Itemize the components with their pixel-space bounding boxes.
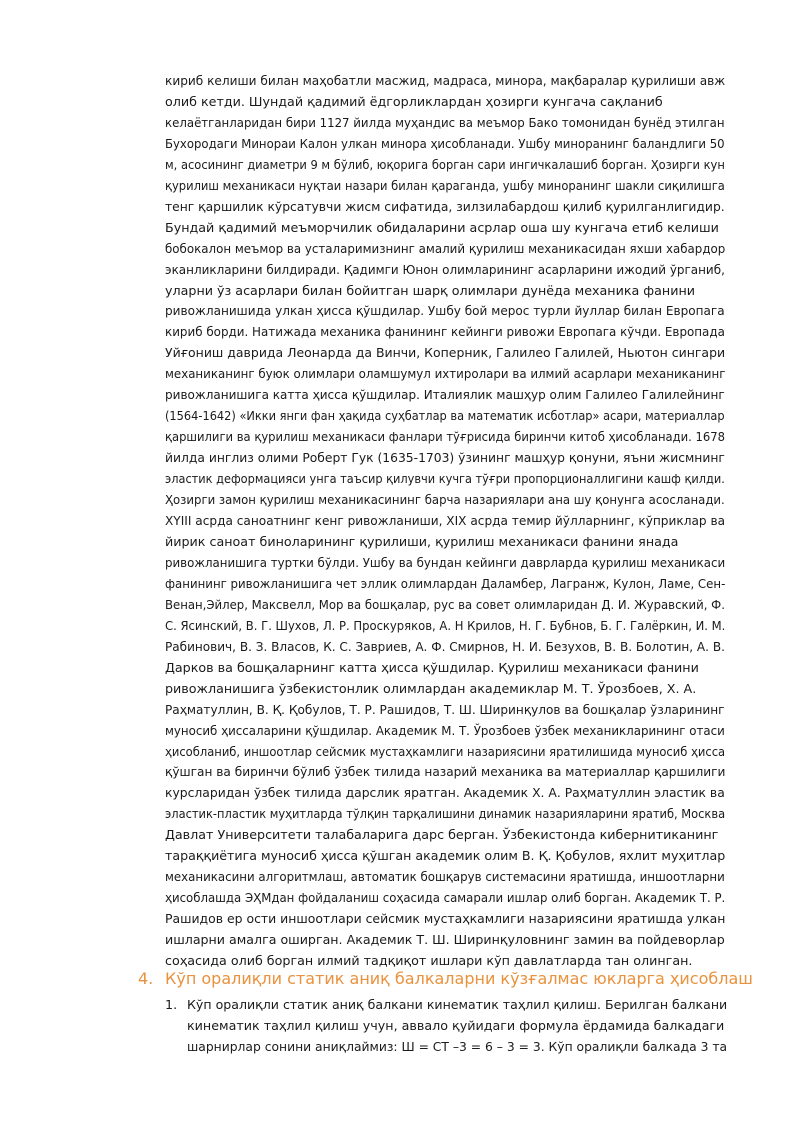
paragraph-line: механикасини алгоритмлаш, автоматик бошқарув системасини яратишда, иншоотларни [165, 869, 725, 885]
paragraph-line: Рабинович, В. З. Власов, К. С. Завриев, А. Ф. Смирнов, Н. И. Безухов, В. В. Болотин, А. В. [165, 638, 725, 654]
list-item-line: шарнирлар сонини аниқлаймиз: Ш = СТ –3 = 6 – 3 = 3. Кўп оралиқли балкада 3 та [187, 1039, 728, 1054]
paragraph-line: ишларни амалга оширган. Академик Т. Ш. Ширинқуловнинг замин ва пойдеворлар [165, 932, 725, 948]
body-paragraph [165, 71, 725, 972]
paragraph-line: Бухородаги Минораи Калон улкан минора ҳисобланади. Ушбу миноранинг баландлиги 50 [165, 135, 725, 151]
paragraph-line: кириб келиши билан маҳобатли масжид, мадраса, минора, мақбаралар қурилиши авж [165, 73, 726, 88]
paragraph-line: ривожланишига туртки бўлди. Ушбу ва бундан кейинги даврларда қурилиш механикаси [165, 554, 726, 570]
paragraph-line: ҳисоблашда ЭҲМдан фойдаланиш соҳасида самарали ишлар олиб борган. Академик Т. Р. [165, 890, 726, 906]
paragraph-line: қаршилиги ва қурилиш механикаси фанлари тўғрисида биринчи китоб ҳисобланади. 1678 [165, 429, 725, 445]
paragraph-line: Ҳозирги замон қурилиш механикасининг барча назариялари ана шу қонунга асосланади. [165, 492, 725, 508]
paragraph-line: йилда инглиз олими Роберт Гук (1635-1703) ўзининг машҳур қонуни, яъни жисмнинг [165, 450, 725, 466]
section-heading [138, 967, 753, 991]
paragraph-line: С. Ясинский, В. Г. Шухов, Л. Р. Проскуряков, А. Н Крилов, Н. Г. Бубнов, Б. Г. Галёркин, И. М. [165, 617, 726, 633]
paragraph-line: келаётганларидан бири 1127 йилда муҳандис ва меъмор Бако томонидан бунёд этилган [165, 114, 725, 130]
paragraph-line: қурилиш механикаси нуқтаи назари билан қараганда, ушбу миноранинг шакли сиқилишга [165, 177, 725, 193]
paragraph-line: (1564-1642) «Икки янги фан ҳақида суҳбатлар ва математик исботлар» асари, материаллар [165, 408, 725, 424]
paragraph-line: Рашидов ер ости иншоотлари сейсмик мустаҳкамлиги назариясини яратишда улкан [165, 911, 726, 927]
paragraph-line: кириб борди. Натижада механика фанининг кейинги ривожи Европага кўчди. Европада [165, 324, 725, 340]
paragraph-line: ривожланишига ўзбекистонлик олимлардан академиклар М. Т. Ўрозбоев, Х. А. [165, 680, 697, 696]
paragraph-line: Бундай қадимий меъморчилик обидаларини асрлар оша шу кунгача етиб келиши [165, 219, 719, 235]
paragraph-line: бобокалон меъмор ва усталаримизнинг амалий қурилиш механикасидан яхши хабардор [165, 240, 726, 256]
paragraph-line: уларни ўз асарлари билан бойитган шарқ олимлари дунёда механика фанини [165, 282, 696, 298]
paragraph-line: ҳисобланиб, иншоотлар сейсмик мустаҳкамлиги назариясини яратилишида муносиб ҳисса [165, 743, 726, 759]
paragraph-line: XYIII асрда саноатнинг кенг ривожланиши, XIX асрда темир йўлларнинг, кўприклар ва [165, 513, 726, 529]
paragraph-line: соҳасида олиб борган илмий тадқиқот ишлари кўп давлатларда тан олинган. [165, 953, 693, 969]
list-item-line: кинематик таҳлил қилиш учун, аввало қуйидаги формула ёрдамида балкадаги [187, 1018, 725, 1033]
paragraph-line: курсларидан ўзбек тилида дарслик яратган. Академик Х. А. Раҳматуллин эластик ва [165, 785, 725, 801]
paragraph-line: олиб кетди. Шундай қадимий ёдгорликлардан ҳозирги кунгача сақланиб [165, 93, 663, 109]
paragraph-line: Венан,Эйлер, Максвелл, Мор ва бошқалар, рус ва совет олимларидан Д. И. Журавский, Ф. [165, 596, 725, 612]
paragraph-line: Уйғониш даврида Леонарда да Винчи, Коперник, Галилео Галилей, Ньютон сингари [165, 345, 726, 361]
paragraph-line: тараққиётига муносиб ҳисса қўшган академик олим В. Қ. Қобулов, яхлит муҳитлар [165, 848, 726, 864]
paragraph-line: Дарков ва бошқаларнинг катта ҳисса қўшдилар. Қурилиш механикаси фанини [165, 659, 699, 675]
paragraph-line: ривожланишида улкан ҳисса қўшдилар. Ушбу бой мерос турли йуллар билан Европага [165, 303, 725, 319]
paragraph-line: ривожланишига катта ҳисса қўшдилар. Италиялик машҳур олим Галилео Галилейнинг [165, 387, 725, 403]
paragraph-line: Раҳматуллин, В. Қ. Қобулов, Т. Р. Рашидов, Т. Ш. Ширинқулов ва бошқалар ўзларининг [165, 701, 725, 717]
paragraph-line: қўшган ва биринчи бўлиб ўзбек тилида назарий механика ва материаллар қаршилиги [165, 764, 726, 780]
paragraph-line: м, асосининг диаметри 9 м бўлиб, юқорига борган сари ингичкалашиб борган. Ҳозирги кун [165, 156, 725, 172]
paragraph-line: йирик саноат биноларининг қурилиши, қурилиш механикаси фанини янада [165, 533, 679, 549]
list-item-number: 1. [165, 997, 178, 1012]
paragraph-line: механиканинг буюк олимлари оламшумул ихтиролари ва илмий асарлари механиканинг [165, 366, 726, 382]
paragraph-line: фанининг ривожланишига чет эллик олимлардан Даламбер, Лагранж, Кулон, Ламе, Сен- [165, 575, 726, 591]
paragraph-line: муносиб ҳиссаларини қўшдилар. Академик М. Т. Ўрозбоев ўзбек механикларининг отаси [165, 722, 725, 738]
list-item-text [187, 994, 727, 1057]
list-item-line: Кўп оралиқли статик аниқ балкани кинематик таҳлил қилиш. Берилган балкани [187, 997, 728, 1012]
section-number: 4. [138, 969, 154, 988]
paragraph-line: тенг қаршилик кўрсатувчи жисм сифатида, зилзилабардош қилиб қурилганлигидир. [165, 198, 725, 214]
section-title: Кўп оралиқли статик аниқ балкаларни кўзғалмас юкларга ҳисоблаш [165, 969, 753, 988]
paragraph-line: эластик деформацияси унга таъсир қилувчи кучга тўғри пропорционаллигини кашф қилди. [165, 471, 725, 487]
paragraph-line: эканликларини билдиради. Қадимги Юнон олимларининг асарларини ижодий ўрганиб, [165, 261, 725, 277]
paragraph-line: Давлат Университети талабаларига дарс берган. Ўзбекистонда кибернитиканинг [165, 827, 719, 843]
paragraph-line: эластик-пластик муҳитларда тўлқин тарқалишини динамик назарияларини яратиб, Москва [165, 806, 726, 822]
